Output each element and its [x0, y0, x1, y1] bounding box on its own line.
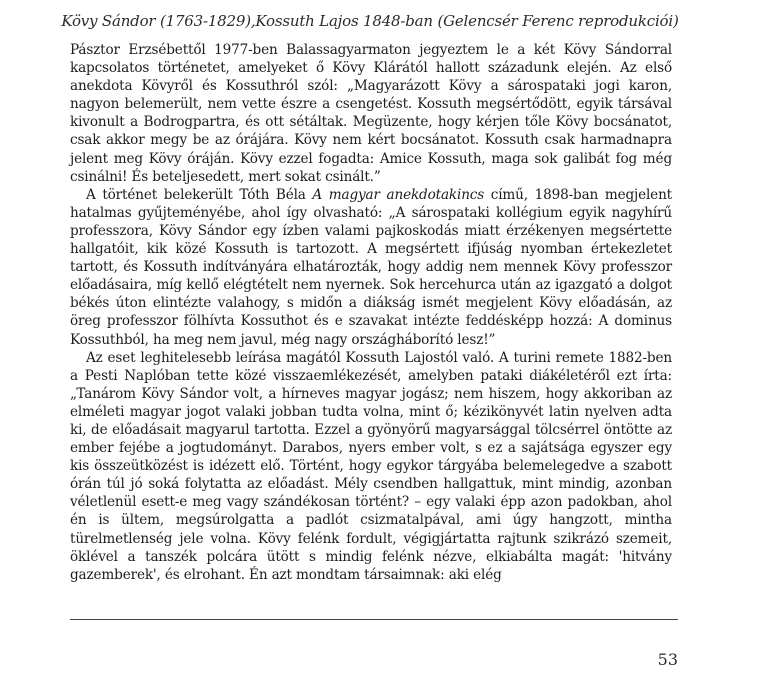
paragraph-3-text: Az eset leghitelesebb leírása magától Kossuth Lajostól való. A turini remete 1882-ben a Pesti Naplóban tette közé visszaemlékezését, amelyben pataki diákéletéről ezt írta: „Tanárom Kövy Sándor volt, a hírneves magyar jogász; nem hiszem, hogy akkoriban az elméleti magyar jogot valaki jobban tudta volna, mint ő; kézikönyvét latin nyelven adta ki, de előadásait magyarul tartotta. Ezzel a gyönyörű magyarsággal tölcsérrel öntötte az ember fejébe a jogtudományt. Darabos, nyers ember volt, s ez a sajátsága egyszer egy kis összeütközést is idézett elő. Történt, hogy egykor tárgyába belemelegedve a szabott órán túl jó soká folytatta az előadást. Mély csendben hallgattuk, mint mindig, azonban véletlenül esett-e meg vagy szándékosan történt? – egy valaki épp azon padokban, ahol én is ültem, megsúrolgatta a padlót csizmatalpával, ami úgy hangzott, mintha türelmetlenség jele volna. Kövy felénk fordult, végigjártatta rajtunk szikrázó szemeit, öklével a tanszék polcára ütött s mindig felénk nézve, elkiabálta magát: 'hitvány gazemberek', és elrohant. Én azt mondtam társaimnak: aki elég [70, 349, 672, 583]
page-number: 53 [657, 650, 678, 669]
paragraph-1-text: Pásztor Erzsébettől 1977-ben Balassagyarmaton jegyeztem le a két Kövy Sándorral kapcsolatos történetet, amelyeket ő Kövy Klárától hallott századunk elején. Az első anekdota Kövyről és Kossuthról szól: „Magyarázott Kövy a sárospataki jogi karon, nagyon belemerült, nem vette észre a csengetést. Kossuth megsértődött, egyik társával kivonult a Bodrogpartra, és ott sétáltak. Megüzente, hogy kérjen tőle Kövy bocsánatot, csak akkor megy be az órájára. Kövy nem kért bocsánatot. Kossuth csak harmadnapra jelent meg Kövy óráján. Kövy ezzel fogadta: Amice Kossuth, maga sok galibát fog még csinálni! És beteljesedett, mert sokat csinált.” [70, 42, 672, 185]
paragraph-2-text-cont: című, 1898-ban megjelent hatalmas gyűjteményébe, ahol így olvasható: „A sárospataki kollégium egyik nagyhírű professzora, Kövy Sándor egy ízben valami pajkoskodás miatt érzékenyen megsértette hallgatóit, kik közé Kossuth is tartozott. A megsértett ifjúság nyomban értekezletet tartott, és Kossuth indítványára elhatározták, hogy addig nem mennek Kövy professzor előadásaira, míg kellő elégtételt nem nyernek. Sok hercehurca után az igazgató a dolgot békés úton elintézte valahogy, s midőn a diákság ismét megjelent Kövy előadásán, az öreg professzor fölhívta Kossuthot és e szavakat intézte feddésképp hozzá: A dominus Kossuthból, ha meg nem javul, még nagy országháborító lesz!” [70, 186, 672, 348]
photo-caption: Kövy Sándor (1763-1829),Kossuth Lajos 1848-ban (Gelencsér Ferenc reprodukciói) [61, 12, 679, 30]
paragraph-3 [70, 349, 672, 584]
book-title: A magyar anekdotakincs [312, 186, 485, 203]
paragraph-1 [70, 41, 672, 186]
footer-rule [70, 619, 678, 620]
paragraph-2-text: A történet belekerült Tóth Béla [86, 186, 313, 203]
paragraph-2 [70, 186, 672, 349]
body-text [70, 41, 672, 584]
